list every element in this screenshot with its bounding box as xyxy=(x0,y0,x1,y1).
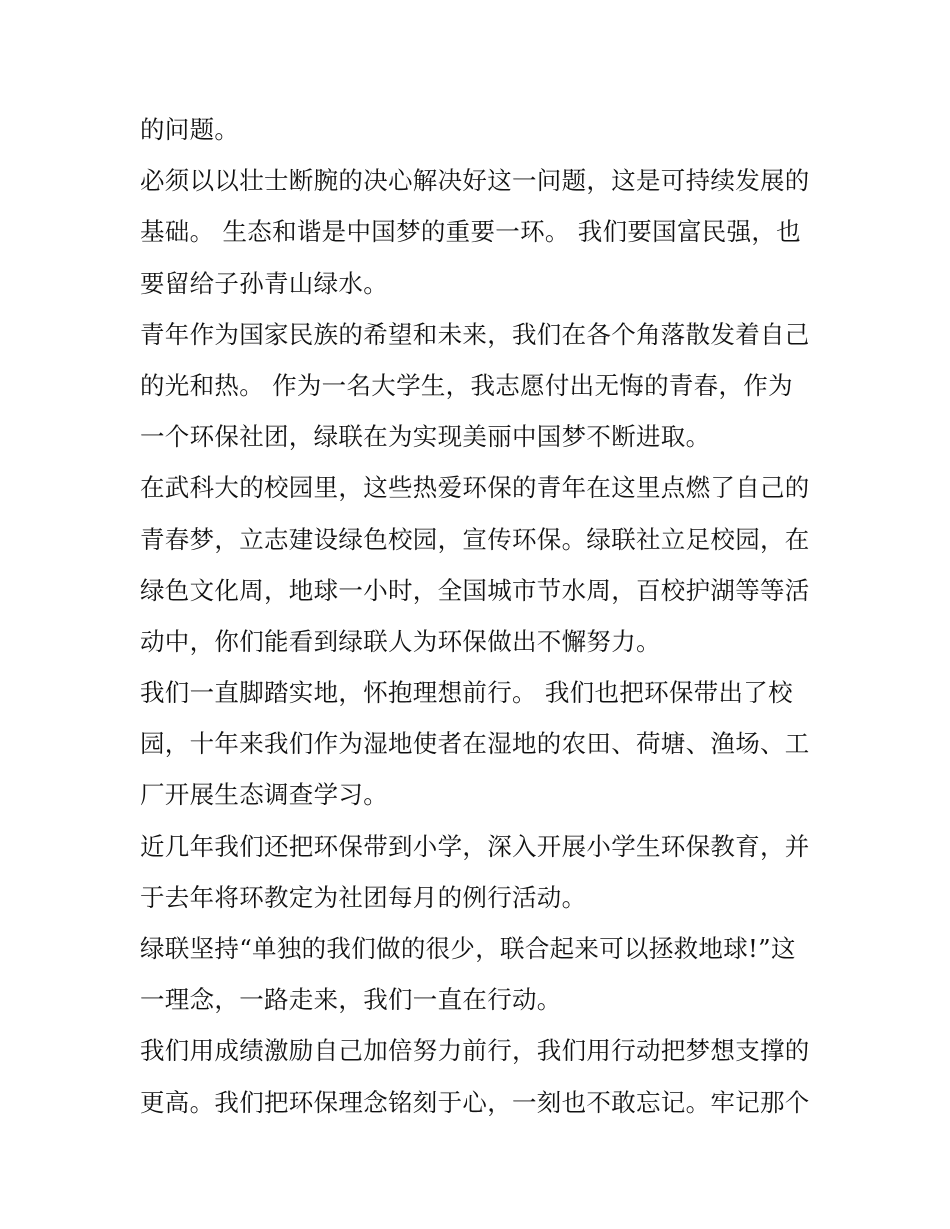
text-line: 要留给子孙青山绿水。 xyxy=(140,268,388,298)
text-line: 近几年我们还把环保带到小学，深入开展小学生环保教育，并 xyxy=(140,831,810,861)
text-line: 厂开展生态调查学习。 xyxy=(140,780,388,810)
text-line: 一个环保社团，绿联在为实现美丽中国梦不断进取。 xyxy=(140,422,711,452)
text-line: 的问题。 xyxy=(140,115,240,144)
text-line: 我们一直脚踏实地，怀抱理想前行。 我们也把环保带出了校 xyxy=(140,678,793,708)
text-line: 于去年将环教定为社团每月的例行活动。 xyxy=(140,882,587,912)
text-line: 园，十年来我们作为湿地使者在湿地的农田、荷塘、渔场、工 xyxy=(140,729,810,759)
text-line: 更高。我们把环保理念铭刻于心，一刻也不敢忘记。牢记那个 xyxy=(140,1087,810,1117)
text-line: 绿色文化周，地球一小时，全国城市节水周，百校护湖等等活 xyxy=(140,575,810,605)
text-line: 青年作为国家民族的希望和未来，我们在各个角落散发着自己 xyxy=(140,319,810,349)
text-line: 在武科大的校园里，这些热爱环保的青年在这里点燃了自己的 xyxy=(140,473,810,503)
text-line: 青春梦，立志建设绿色校园，宣传环保。绿联社立足校园，在 xyxy=(140,524,810,554)
text-line: 动中，你们能看到绿联人为环保做出不懈努力。 xyxy=(140,626,661,656)
text-line: 的光和热。 作为一名大学生，我志愿付出无悔的青春，作为 xyxy=(140,370,793,400)
text-line: 基础。 生态和谐是中国梦的重要一环。 我们要国富民强，也 xyxy=(140,217,801,247)
text-line: 必须以以壮士断腕的决心解决好这一问题，这是可持续发展的 xyxy=(140,166,810,196)
text-line: 一理念，一路走来，我们一直在行动。 xyxy=(140,985,562,1015)
text-line: 我们用成绩激励自己加倍努力前行，我们用行动把梦想支撑的 xyxy=(140,1036,810,1066)
document-body xyxy=(140,104,815,1128)
text-line: 绿联坚持“单独的我们做的很少，联合起来可以拯救地球!”这 xyxy=(140,934,796,963)
